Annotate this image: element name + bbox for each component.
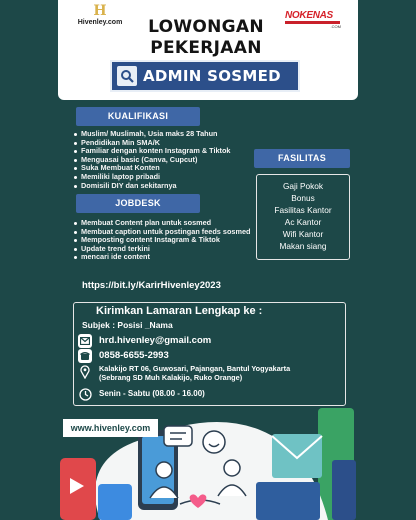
- fasilitas-box: [256, 174, 350, 260]
- list-item: Suka Membuat Konten: [72, 164, 272, 173]
- address-row: [78, 365, 290, 382]
- address-line-2: (Sebrang SD Muh Kalakijo, Ruko Orange): [99, 372, 243, 382]
- list-item: Memiliki laptop pribadi: [72, 173, 272, 182]
- kualifikasi-label: KUALIFIKASI: [76, 107, 200, 126]
- email-icon: [78, 334, 92, 348]
- website-label[interactable]: www.hivenley.com: [63, 419, 158, 437]
- list-item: Familiar dengan konten Instagram & Tiktok: [72, 147, 272, 156]
- fasilitas-item: Fasilitas Kantor: [274, 205, 332, 215]
- contact-box: [73, 302, 346, 406]
- contact-phone[interactable]: 0858-6655-2993: [99, 350, 169, 361]
- phone-row: [78, 349, 169, 363]
- list-item: Muslim/ Muslimah, Usia maks 28 Tahun: [72, 130, 272, 139]
- fasilitas-item: Gaji Pokok: [282, 181, 324, 191]
- title-line-1: LOWONGAN: [148, 17, 264, 37]
- kualifikasi-list: [72, 130, 272, 190]
- location-icon: [78, 365, 92, 379]
- nokenas-logo-brand: NOKENAS: [285, 10, 333, 21]
- email-row: [78, 334, 211, 348]
- list-item: Membuat caption untuk postingan feeds sosmed: [72, 228, 252, 237]
- hours-row: [78, 387, 205, 401]
- contact-email[interactable]: hrd.hivenley@gmail.com: [99, 335, 212, 346]
- list-item: Domisili DIY dan sekitarnya: [72, 182, 272, 191]
- list-item: Membuat Content plan untuk sosmed: [72, 219, 252, 228]
- fasilitas-item: Makan siang: [279, 241, 327, 251]
- search-icon: [117, 66, 137, 86]
- list-item: Update trend terkini: [72, 245, 252, 254]
- contact-heading: Kirimkan Lamaran Lengkap ke :: [96, 305, 263, 317]
- application-link[interactable]: https://bit.ly/KarirHivenley2023: [82, 280, 221, 291]
- phone-icon: [78, 349, 92, 363]
- list-item: Menguasai basic (Canva, Cupcut): [72, 156, 272, 165]
- contact-subject: Subjek : Posisi _Nama: [82, 320, 173, 330]
- nokenas-logo-domain: .COM: [330, 24, 341, 29]
- jobdesk-list: [72, 219, 252, 262]
- clock-icon: [78, 387, 92, 401]
- hivenley-logo-name: Hivenley.com: [77, 19, 123, 26]
- address-line-1: Kalakijo RT 06, Guwosari, Pajangan, Bantul Yogyakarta: [99, 364, 291, 373]
- list-item: Pendidikan Min SMA/K: [72, 139, 272, 148]
- jobdesk-label: JOBDESK: [76, 194, 200, 213]
- social-media-illustration: [60, 400, 356, 520]
- fasilitas-item: Bonus: [291, 193, 315, 203]
- fasilitas-label: FASILITAS: [254, 149, 350, 168]
- hivenley-logo-mark: H: [93, 3, 107, 19]
- list-item: Memposting content Instagram & Tiktok: [72, 236, 252, 245]
- title-line-2: PEKERJAAN: [150, 38, 262, 58]
- fasilitas-item: Ac Kantor: [284, 217, 322, 227]
- fasilitas-item: Wifi Kantor: [282, 229, 324, 239]
- page-title: [105, 17, 307, 59]
- position-banner: [110, 60, 300, 92]
- list-item: mencari ide content: [72, 253, 252, 262]
- position-title: ADMIN SOSMED: [143, 67, 281, 85]
- contact-hours: Senin - Sabtu (08.00 - 16.00): [99, 389, 205, 398]
